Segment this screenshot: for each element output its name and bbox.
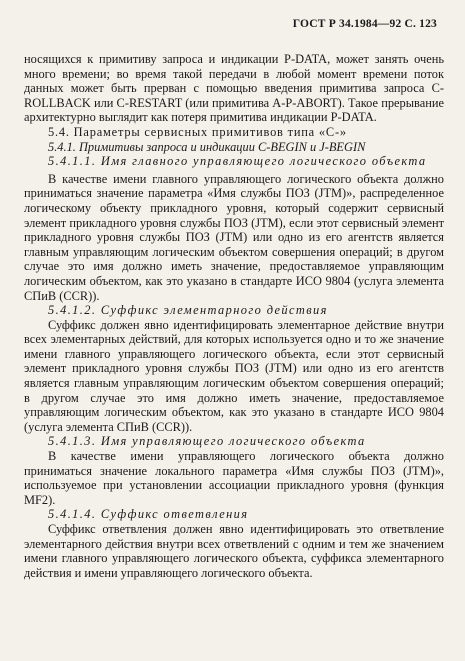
section-heading-5-4-1-3: 5.4.1.3. Имя управляющего логического объекта: [48, 434, 366, 449]
paragraph-5-4-1-3: В качестве имени управляющего логического объекта должно приниматься значение локального параметра «Имя службы ПОЗ (JTM)», используемое при установлении ассоциации прикладного уровня (функция MF2).: [24, 449, 444, 507]
paragraph-5-4-1-1: В качестве имени главного управляющего логического объекта должно приниматься значение параметра «Имя службы ПОЗ (JTM)», распределенное логическому объекту прикладного уровня, который содержит сервисный элемент прикладного уровня службы ПОЗ (JTM), если этот сервисный элемент прикладного уровня службы ПОЗ (JTM) или одно из его агентств является главным управляющим логическим объектом совершения операций; в другом случае это имя должно иметь значение, предоставляемое управляющим логическим объектом, как это указано в стандарте ИСО 9804 (услуга элемента СПиВ (CCR)).: [24, 171, 444, 303]
paragraph-continued: носящихся к примитиву запроса и индикации P-DATA, может занять очень много времени; во время такой передачи в любой момент времени поток данных может быть прерван с помощью введения примитива запроса C-ROLLBACK или C-RESTART (или примитива A-P-ABORT). Такое прерывание архитектурно выглядит как потеря примитива индикации P-DATA.: [24, 52, 444, 125]
section-heading-5-4-1: 5.4.1. Примитивы запроса и индикации C-BEGIN и J-BEGIN: [48, 139, 366, 154]
section-heading-5-4-1-4: 5.4.1.4. Суффикс ответвления: [48, 507, 249, 522]
paragraph-5-4-1-4: Суффикс ответвления должен явно идентифицировать это ответвление элементарного действия внутри всех ответвлений с одним и тем же значением имени главного управляющего логического объекта, суффикса элементарного действия и имени управляющего логического объекта.: [24, 522, 444, 580]
section-heading-5-4-1-1: 5.4.1.1. Имя главного управляющего логического объекта: [48, 154, 427, 169]
paragraph-5-4-1-2: Суффикс должен явно идентифицировать элементарное действие внутри всех элементарных действий, для которых используется одно и то же значение имени главного управляющего логического объекта, если этот сервисный элемент прикладного уровня службы ПОЗ (JTM) или одно из его агентств является главным управляющим логическим объектом совершения операций; в другом случае это имя должно иметь значение, предоставляемое управляющим логическим объектом, как это указано в стандарте ИСО 9804 (услуга элемента СПиВ (CCR)).: [24, 317, 444, 434]
page-header: ГОСТ Р 34.1984—92 С. 123: [292, 18, 437, 30]
page-body: [24, 52, 444, 580]
section-heading-5-4: 5.4. Параметры сервисных примитивов типа «С-»: [48, 124, 347, 139]
section-heading-5-4-1-2: 5.4.1.2. Суффикс элементарного действия: [48, 303, 328, 318]
